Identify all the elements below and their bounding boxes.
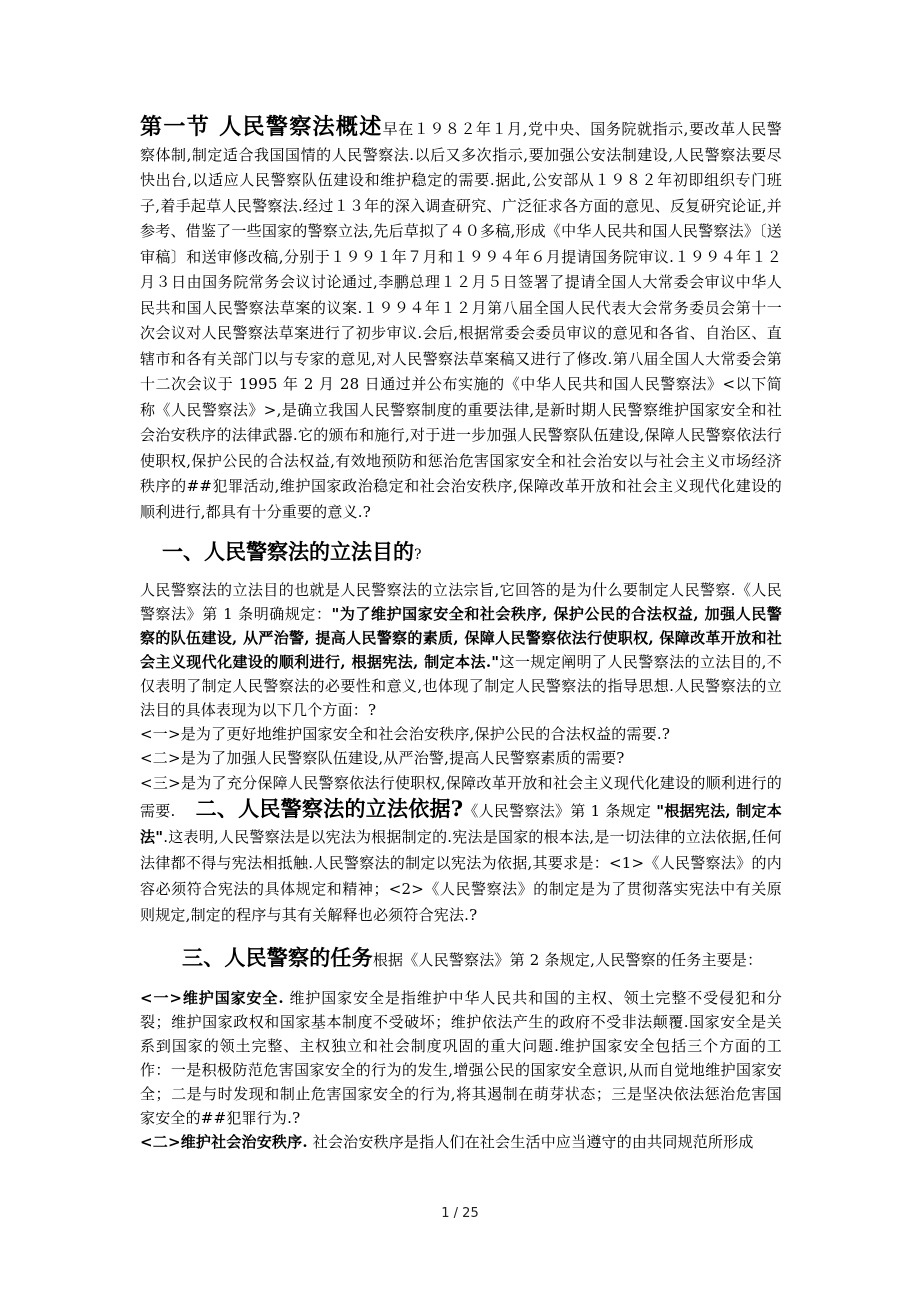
purpose-item-3-text: <三>是为了充分保障人民警察依法行使职权,保障改革开放和社会主义现代化建设的顺利进行的需要.: [140, 774, 782, 820]
tasks-intro: 根据《人民警察法》第 2 条规定,人民警察的任务主要是：: [372, 951, 763, 969]
purpose-tail: 这一规定阐明了人民警察法的立法目的,不仅表明了制定人民警察法的必要性和意义,也体现了制定人民警察法的指导思想.人民警察法的立法目的具体表现为以下几个方面：?: [140, 653, 782, 719]
page-number: 1 / 25: [441, 1206, 479, 1221]
heading-text: 一、人民警察法的立法目的: [162, 539, 414, 564]
task-item-1-label: <一>维护国家安全.: [140, 989, 284, 1007]
heading-mark: ?: [414, 547, 422, 563]
purpose-item-3: [140, 770, 782, 928]
basis-quote: "根据宪法, 制定本法": [140, 802, 782, 846]
task-item-2-text: 社会治安秩序是指人们在社会生活中应当遵守的由共同规范所形成: [307, 1133, 754, 1151]
heading-legislative-basis: 二、人民警察法的立法依据?: [195, 796, 464, 821]
page-content: [140, 115, 782, 1154]
purpose-item-2: <二>是为了加强人民警察队伍建设,从严治警,提高人民警察素质的需要?: [140, 749, 625, 767]
task-item-1: [140, 986, 782, 1130]
tasks-intro-paragraph: [140, 946, 782, 972]
heading-legislative-purpose: [162, 537, 782, 570]
intro-paragraph: [140, 115, 782, 525]
heading-police-tasks: 三、人民警察的任务: [182, 945, 373, 970]
purpose-text: 人民警察法的立法目的也就是人民警察法的立法宗旨,它回答的是为什么要制定人民警察.《人民警察法》第 1 条明确规定：: [140, 581, 782, 623]
task-item-2-label: <二>维护社会治安秩序.: [140, 1133, 308, 1151]
purpose-item-1: <一>是为了更好地维护国家安全和社会治安秩序,保护公民的合法权益的需要.?: [140, 725, 671, 743]
purpose-paragraph: [140, 578, 782, 722]
article-one-quote: "为了维护国家安全和社会秩序, 保护公民的合法权益, 加强人民警察的队伍建设, 从严治警, 提高人民警察的素质, 保障人民警察依法行使职权, 保障改革开放和社会主义现代化建设的顺利进行, 根据宪法, 制定本法.": [140, 605, 782, 671]
section-title: 第一节 人民警察法概述: [140, 114, 383, 140]
basis-text: .这表明,人民警察法是以宪法为根据制定的.宪法是国家的根本法,是一切法律的立法依据,任何法律都不得与宪法相抵触.人民警察法的制定以宪法为依据,其要求是：<1>《人民警察法》的内容必须符合宪法的具体规定和精神；<2>《人民警察法》的制定是为了贯彻落实宪法中有关原则规定,制定的程序与其有关解释也必须符合宪法.?: [140, 828, 782, 924]
basis-lead: 《人民警察法》第 1 条规定: [463, 802, 657, 820]
intro-text: 早在１９８２年１月,党中央、国务院就指示,要改革人民警察体制,制定适合我国国情的人民警察法.以后又多次指示,要加强公安法制建设,人民警察法要尽快出台,以适应人民警察队伍建设和维护稳定的需要.据此,公安部从１９８２年初即组织专门班子,着手起草人民警察法.经过１３年的深入调查研究、广泛征求各方面的意见、反复研究论证,并参考、借鉴了一些国家的警察立法,先后草拟了４０多稿,形成《中华人民共和国人民警察法》〔送审稿〕和送审修改稿,分别于１９９１年７月和１９９４年６月提请国务院审议.１９９４年１２月３日由国务院常务会议讨论通过,李鹏总理１２月５日签署了提请全国人大常委会审议中华人民共和国人民警察法草案的议案.１９９４年１２月第八届全国人民代表大会常务委员会第十一次会议对人民警察法草案进行了初步审议.会后,根据常委会委员审议的意见和各省、自治区、直辖市和各有关部门以与专家的意见,对人民警察法草案稿又进行了修改.第八届全国人大常委会第十二次会议于 1995 年 2 月 28 日通过并公布实施的《中华人民共和国人民警察法》<以下简称《人民警察法》>,是确立我国人民警察制度的重要法律,是新时期人民警察维护国家安全和社会治安秩序的法律武器.它的颁布和施行,对于进一步加强人民警察队伍建设,保障人民警察依法行使职权,保护公民的合法权益,有效地预防和惩治危害国家安全和社会治安以与社会主义市场经济秩序的##犯罪活动,维护国家政治稳定和社会治安秩序,保障改革开放和社会主义现代化建设的顺利进行,都具有十分重要的意义.?: [140, 120, 782, 521]
task-item-1-text: 维护国家安全是指维护中华人民共和国的主权、领土完整不受侵犯和分裂；维护国家政权和国家基本制度不受破坏；维护依法产生的政府不受非法颠覆.国家安全是关系到国家的领土完整、主权独立和社会制度巩固的重大问题.维护国家安全包括三个方面的工作：一是积极防范危害国家安全的行为的发生,增强公民的国家安全意识,从而自觉地维护国家安全；二是与时发现和制止危害国家安全的行为,将其遏制在萌芽状态；三是坚决依法惩治危害国家安全的##犯罪行为.?: [140, 989, 782, 1127]
task-item-2: [140, 1130, 782, 1154]
